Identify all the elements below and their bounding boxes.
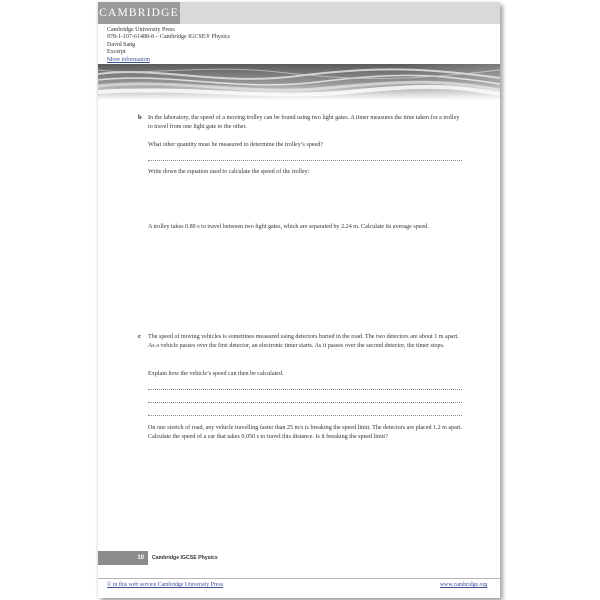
question-b-prompt-quantity: What other quantity must be measured to determine the trolley’s speed? [148, 142, 323, 148]
question-b-prompt-average-speed: A trolley takes 0.80 s to travel between two light gates, which are separated by 2.24 m. Calculate its average speed. [148, 224, 429, 230]
question-c-prompt-speed-limit: On one stretch of road, any vehicle travelling faster than 25 m/s is breaking the speed limit. The detectors are placed 1.2 m apart. Calculate the speed of a car that takes 0.050 s to travel this distance. Is it breaking the speed limit? [148, 425, 463, 441]
question-c-label: c [138, 333, 141, 340]
excerpt-line: Excerpt [107, 49, 126, 56]
page-number-text: 10 [137, 555, 144, 561]
website-link[interactable]: www.cambridge.org [440, 582, 488, 588]
isbn-title-line: 978-1-107-61488-8 – Cambridge IGCSE® Physics [107, 34, 230, 41]
answer-line [148, 389, 462, 390]
answer-line [148, 402, 462, 403]
brand-text: CAMBRIDGE [99, 7, 179, 19]
cambridge-logo [98, 2, 180, 24]
question-c-intro: The speed of moving vehicles is sometimes measured using detectors buried in the road. The two detectors are about 1 m apart. As a vehicle passes over the first detector, an electronic timer starts. As it passes over the second detector, the timer stops. [148, 334, 459, 350]
publisher-line: Cambridge University Press [107, 27, 175, 33]
question-b-label: b [138, 114, 142, 121]
footer-divider [98, 578, 500, 579]
author-line: David Sang [107, 41, 136, 48]
wave-banner [98, 64, 500, 100]
more-information-link[interactable]: More information [107, 56, 150, 63]
question-b-intro: In the laboratory, the speed of a moving trolley can be found using two light gates. A timer measures the time taken for a trolley to travel from one light gate to the other. [148, 115, 460, 131]
book-metadata [107, 27, 230, 64]
answer-line [148, 415, 462, 416]
question-b-prompt-equation: Write down the equation used to calculate the speed of the trolley: [148, 169, 310, 175]
footer-book-title: Cambridge IGCSE Physics [152, 555, 218, 561]
answer-line [148, 160, 462, 161]
page-number [98, 551, 148, 565]
copyright-link[interactable]: © in this web service Cambridge University Press [107, 582, 223, 588]
question-c-prompt-explain: Explain how the vehicle’s speed can then be calculated. [148, 371, 284, 377]
